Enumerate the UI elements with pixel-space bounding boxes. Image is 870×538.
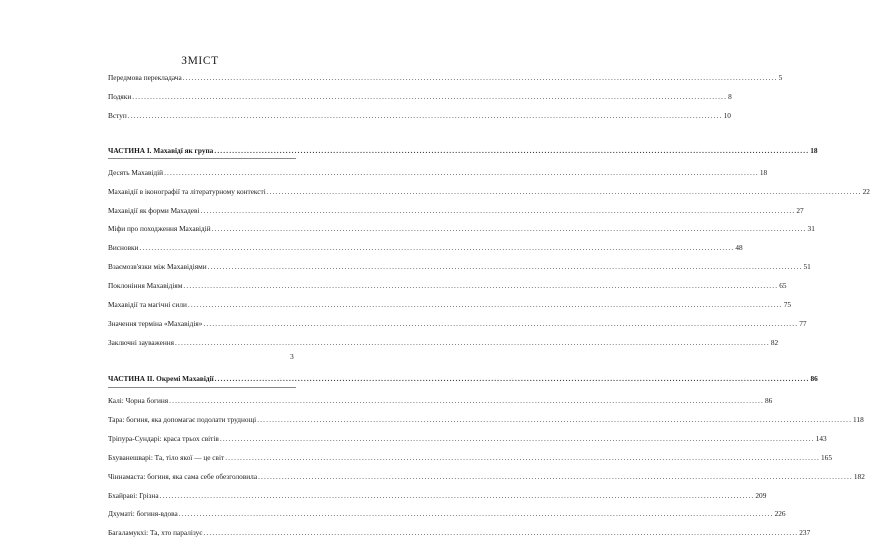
toc-entry [108, 186, 870, 197]
table-of-contents [108, 73, 870, 538]
toc-entry-label: Махавідії в іконографії та літературному контексті [108, 186, 266, 196]
toc-entry-page: 31 [807, 224, 815, 234]
dot-leader: ........................................................................................................................................................................................................ [214, 145, 810, 155]
dot-leader: ........................................................................................................................................................................................................ [169, 396, 764, 406]
part-heading-page: 86 [810, 374, 818, 384]
toc-entry-page: 22 [862, 186, 870, 196]
dot-leader: ........................................................................................................................................................................................................ [183, 280, 779, 290]
toc-entry [108, 318, 807, 329]
toc-entry-label: Подяки [108, 91, 132, 101]
toc-entry-page: 51 [803, 262, 811, 272]
toc-entry-page: 86 [764, 396, 773, 406]
toc-entry-label: Десять Махавідій [108, 167, 164, 177]
toc-entry-page: 5 [778, 73, 783, 82]
toc-entry-page: 209 [755, 490, 767, 500]
dot-leader: ........................................................................................................................................................................................................ [207, 262, 803, 272]
toc-entry [108, 528, 811, 538]
toc-entry-label: Передмова перекладача [108, 73, 182, 82]
toc-entry [108, 280, 787, 291]
toc-entry [108, 490, 767, 501]
toc-entry [108, 224, 815, 234]
part-heading-page: 18 [810, 145, 818, 155]
dot-leader: ........................................................................................................................................................................................................ [127, 110, 723, 120]
toc-entry-label: Махавідії та магічні сили [108, 299, 187, 309]
toc-entry-page: 182 [853, 471, 865, 481]
toc-entry-page: 165 [821, 452, 832, 462]
toc-entry-label: Тара: богиня, яка допомагає подолати труднощі [108, 415, 257, 425]
toc-entry [108, 299, 792, 310]
dot-leader: ........................................................................................................................................................................................................ [132, 91, 728, 101]
toc-entry-page: 18 [759, 167, 768, 177]
toc-entry [108, 110, 731, 121]
dot-leader: ........................................................................................................................................................................................................ [159, 490, 755, 500]
toc-entry-page: 75 [783, 299, 792, 309]
toc-entry [108, 91, 732, 102]
toc-entry [108, 167, 768, 178]
toc-entry-page: 8 [728, 91, 732, 101]
toc-entry-label: Заключні зауваження [108, 337, 175, 347]
toc-entry [108, 205, 804, 216]
part-heading-label: ЧАСТИНА ІІ. Окремі Махавідії [108, 374, 214, 384]
toc-entry-page: 27 [796, 205, 804, 215]
toc-entry-page: 118 [853, 415, 864, 425]
dot-leader: ........................................................................................................................................................................................................ [211, 224, 807, 234]
part-heading [108, 374, 818, 384]
toc-entry [108, 396, 773, 406]
toc-entry-label: Багаламукхі: Та, хто паралізує [108, 528, 203, 538]
toc-entry-label: Махавідії як форми Махадеві [108, 205, 200, 215]
dot-leader: ........................................................................................................................................................................................................ [187, 299, 783, 309]
toc-entry-page: 143 [815, 434, 827, 444]
toc-entry-label: Дхуматі: богиня-вдова [108, 509, 178, 519]
toc-entry-page: 226 [774, 509, 786, 519]
toc-entry-page: 237 [799, 528, 811, 538]
dot-leader: ........................................................................................................................................................................................................ [203, 528, 799, 538]
part-divider [108, 387, 296, 388]
toc-entry-label: Бхайраві: Грізна [108, 490, 159, 500]
part-divider [108, 158, 296, 159]
toc-entry [108, 434, 827, 444]
dot-leader: ........................................................................................................................................................................................................ [257, 415, 853, 425]
toc-entry-label: Поклоніння Махавідіям [108, 280, 183, 290]
toc-entry [108, 243, 743, 253]
dot-leader: ........................................................................................................................................................................................................ [225, 452, 821, 462]
toc-entry-page: 48 [735, 243, 743, 253]
dot-leader: ........................................................................................................................................................................................................ [182, 73, 778, 82]
toc-entry [108, 73, 783, 83]
toc-title: ЗМІСТ [181, 55, 219, 67]
dot-leader: ........................................................................................................................................................................................................ [178, 509, 774, 519]
toc-entry-page: 82 [770, 337, 779, 347]
toc-entry [108, 262, 811, 272]
toc-entry-label: Значення терміна «Махавідія» [108, 318, 203, 328]
toc-entry-label: Вступ [108, 110, 127, 120]
toc-entry [108, 509, 786, 519]
toc-entry-label: Висновки [108, 243, 139, 253]
toc-entry-label: Калі: Чорна богиня [108, 396, 169, 406]
part-heading-label: ЧАСТИНА І. Махавідї як група [108, 145, 214, 155]
toc-entry-label: Взаємозв'язки між Махавідіями [108, 262, 207, 272]
dot-leader: ........................................................................................................................................................................................................ [214, 374, 810, 384]
part-heading [108, 145, 818, 156]
dot-leader: ........................................................................................................................................................................................................ [175, 337, 770, 347]
toc-entry-label: Чіннамаста: богиня, яка сама себе обезголовила [108, 471, 258, 481]
dot-leader: ........................................................................................................................................................................................................ [139, 243, 735, 253]
toc-entry-page: 77 [799, 318, 807, 328]
toc-entry-page: 65 [779, 280, 787, 290]
toc-entry-label: Тріпура-Сундарі: краса трьох світів [108, 434, 219, 444]
page-number: 3 [290, 352, 294, 361]
dot-leader: ........................................................................................................................................................................................................ [203, 318, 799, 328]
toc-entry [108, 337, 779, 348]
toc-entry-page: 10 [723, 110, 731, 120]
toc-entry [108, 452, 832, 463]
dot-leader: ........................................................................................................................................................................................................ [164, 167, 759, 177]
toc-entry-label: Бхуванешварі: Та, тіло якої — це світ [108, 452, 225, 462]
dot-leader: ........................................................................................................................................................................................................ [219, 434, 815, 444]
toc-entry [108, 415, 864, 425]
toc-entry [108, 471, 865, 482]
dot-leader: ........................................................................................................................................................................................................ [200, 205, 796, 215]
dot-leader: ........................................................................................................................................................................................................ [266, 186, 862, 196]
dot-leader: ........................................................................................................................................................................................................ [258, 471, 853, 481]
toc-entry-label: Міфи про походження Махавідій [108, 224, 211, 234]
